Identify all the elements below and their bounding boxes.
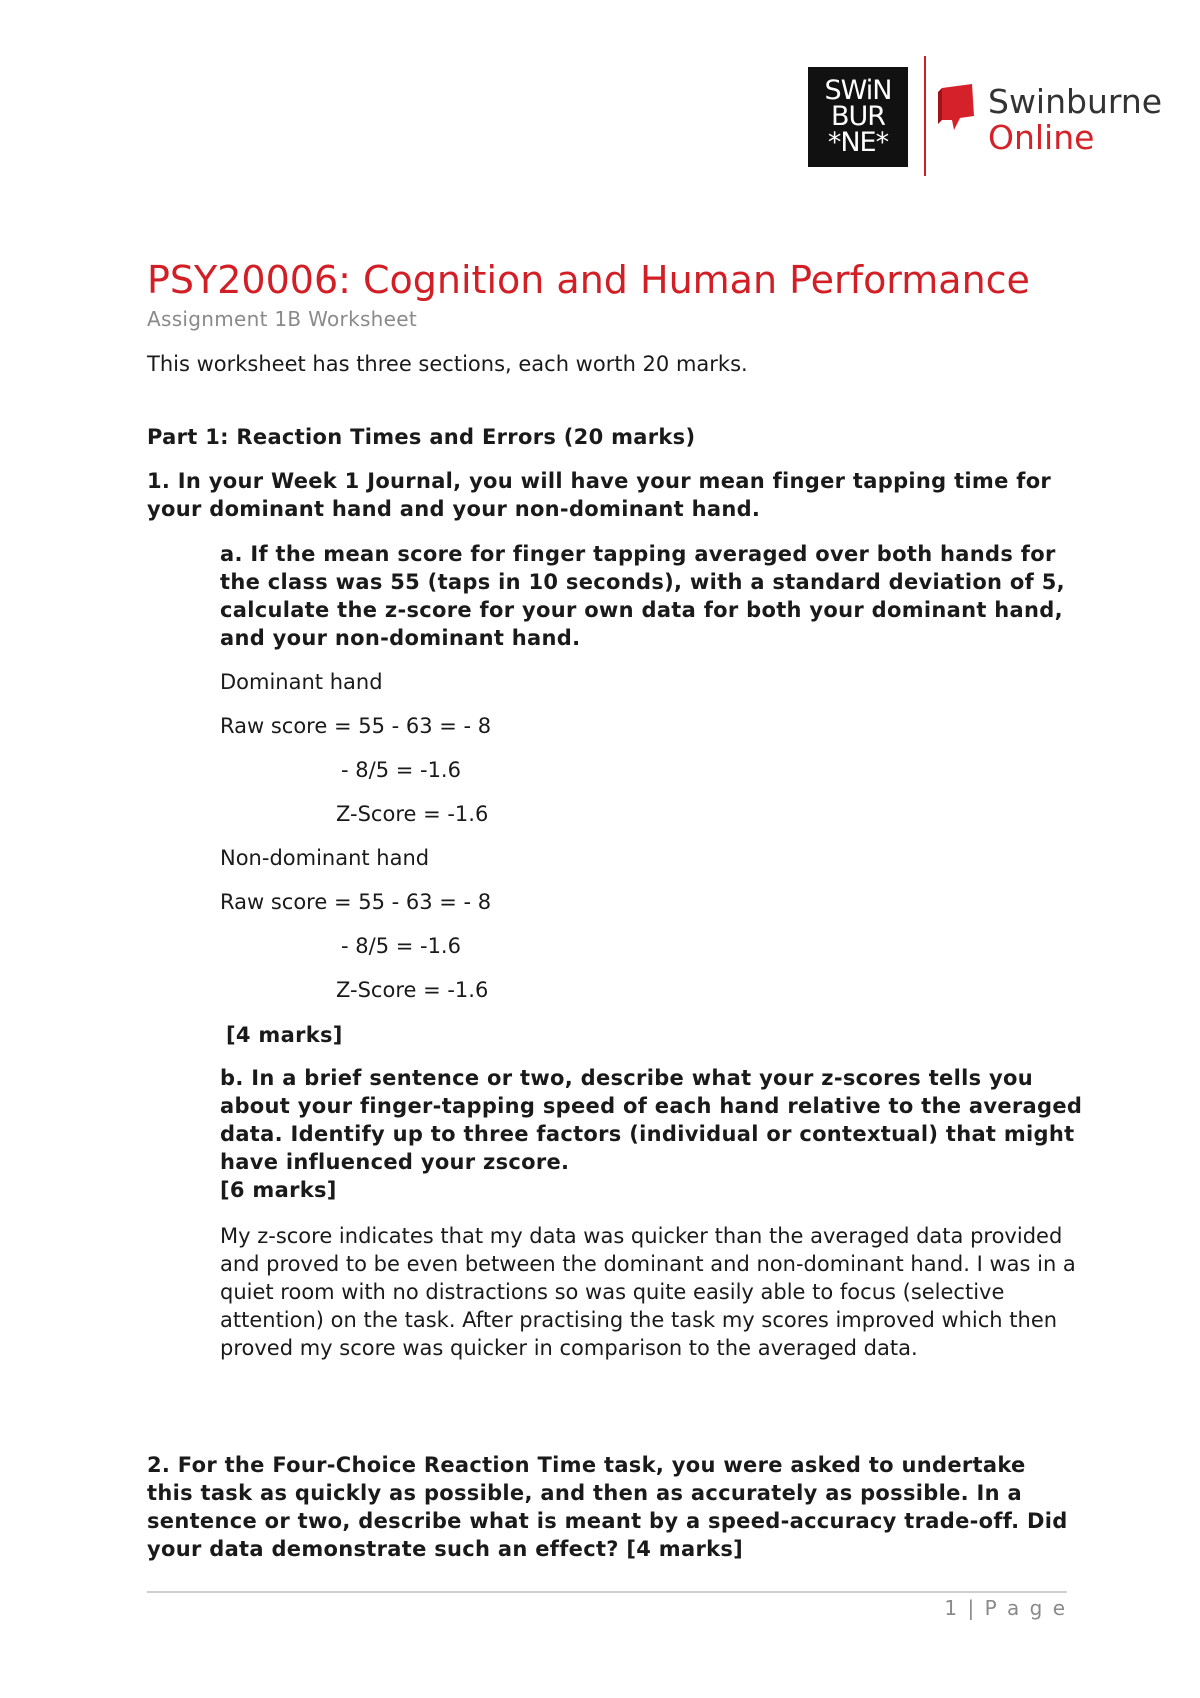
- dominant-division: - 8/5 = -1.6: [341, 758, 461, 782]
- question-1b-answer: My z-score indicates that my data was quicker than the averaged data provided and proved to be even between the dominant and non-dominant hand. I was in a quiet room with no distractions so was quite easily able to focus (selective attention) on the task. After practising the task my scores improved which then proved my score was quicker in comparison to the averaged data.: [220, 1224, 1076, 1360]
- document-title: PSY20006: Cognition and Human Performance: [147, 258, 1030, 302]
- footer-divider: [147, 1591, 1067, 1593]
- swinburne-logo-line: *NE*: [827, 127, 889, 158]
- page-number: 1: [944, 1596, 960, 1620]
- document-subtitle: Assignment 1B Worksheet: [147, 307, 418, 331]
- question-2: 2. For the Four-Choice Reaction Time task, you were asked to undertake this task as quickly as possible, and then as accurately as possible. In a sentence or two, describe what is meant by a speed-accuracy trade-off. Did your data demonstrate such an effect? [4 marks]: [147, 1453, 1068, 1561]
- question-1a-marks: [4 marks]: [226, 1023, 343, 1047]
- nondominant-raw-score: Raw score = 55 - 63 = - 8: [220, 890, 492, 914]
- page-footer: [944, 1596, 1067, 1620]
- page-label: | P a g e: [967, 1596, 1067, 1620]
- swinburne-logo-line: BUR: [830, 101, 886, 132]
- nondominant-division: - 8/5 = -1.6: [341, 934, 461, 958]
- intro-text: This worksheet has three sections, each worth 20 marks.: [147, 352, 748, 376]
- question-1b-text: b. In a brief sentence or two, describe what your z-scores tells you about your finger-tapping speed of each hand relative to the averaged data. Identify up to three factors (individual or contextual) that might have influenced your zscore.: [220, 1066, 1083, 1174]
- question-1b-marks: [6 marks]: [220, 1178, 337, 1202]
- nondominant-hand-label: Non-dominant hand: [220, 846, 430, 870]
- logo-text-online: Online: [988, 118, 1095, 157]
- question-1: 1. In your Week 1 Journal, you will have your mean finger tapping time for your dominant hand and your non-dominant hand.: [147, 469, 1052, 521]
- dominant-hand-label: Dominant hand: [220, 670, 383, 694]
- dominant-z-score: Z-Score = -1.6: [336, 802, 489, 826]
- part1-heading: Part 1: Reaction Times and Errors (20 marks): [147, 425, 696, 449]
- swinburne-online-logo: [988, 84, 1162, 156]
- nondominant-z-score: Z-Score = -1.6: [336, 978, 489, 1002]
- question-1a: a. If the mean score for finger tapping averaged over both hands for the class was 55 (taps in 10 seconds), with a standard deviation of 5, calculate the z-score for your own data for both your dominant hand, and your non-dominant hand.: [220, 542, 1065, 650]
- swinburne-logo: [808, 67, 908, 167]
- logo-text-swinburne: Swinburne: [988, 82, 1163, 121]
- swinburne-logo-line: SWiN: [824, 75, 892, 106]
- question-1b: [220, 1064, 1100, 1204]
- logo-divider: [924, 56, 926, 176]
- speech-bubble-icon: [936, 82, 978, 134]
- dominant-raw-score: Raw score = 55 - 63 = - 8: [220, 714, 492, 738]
